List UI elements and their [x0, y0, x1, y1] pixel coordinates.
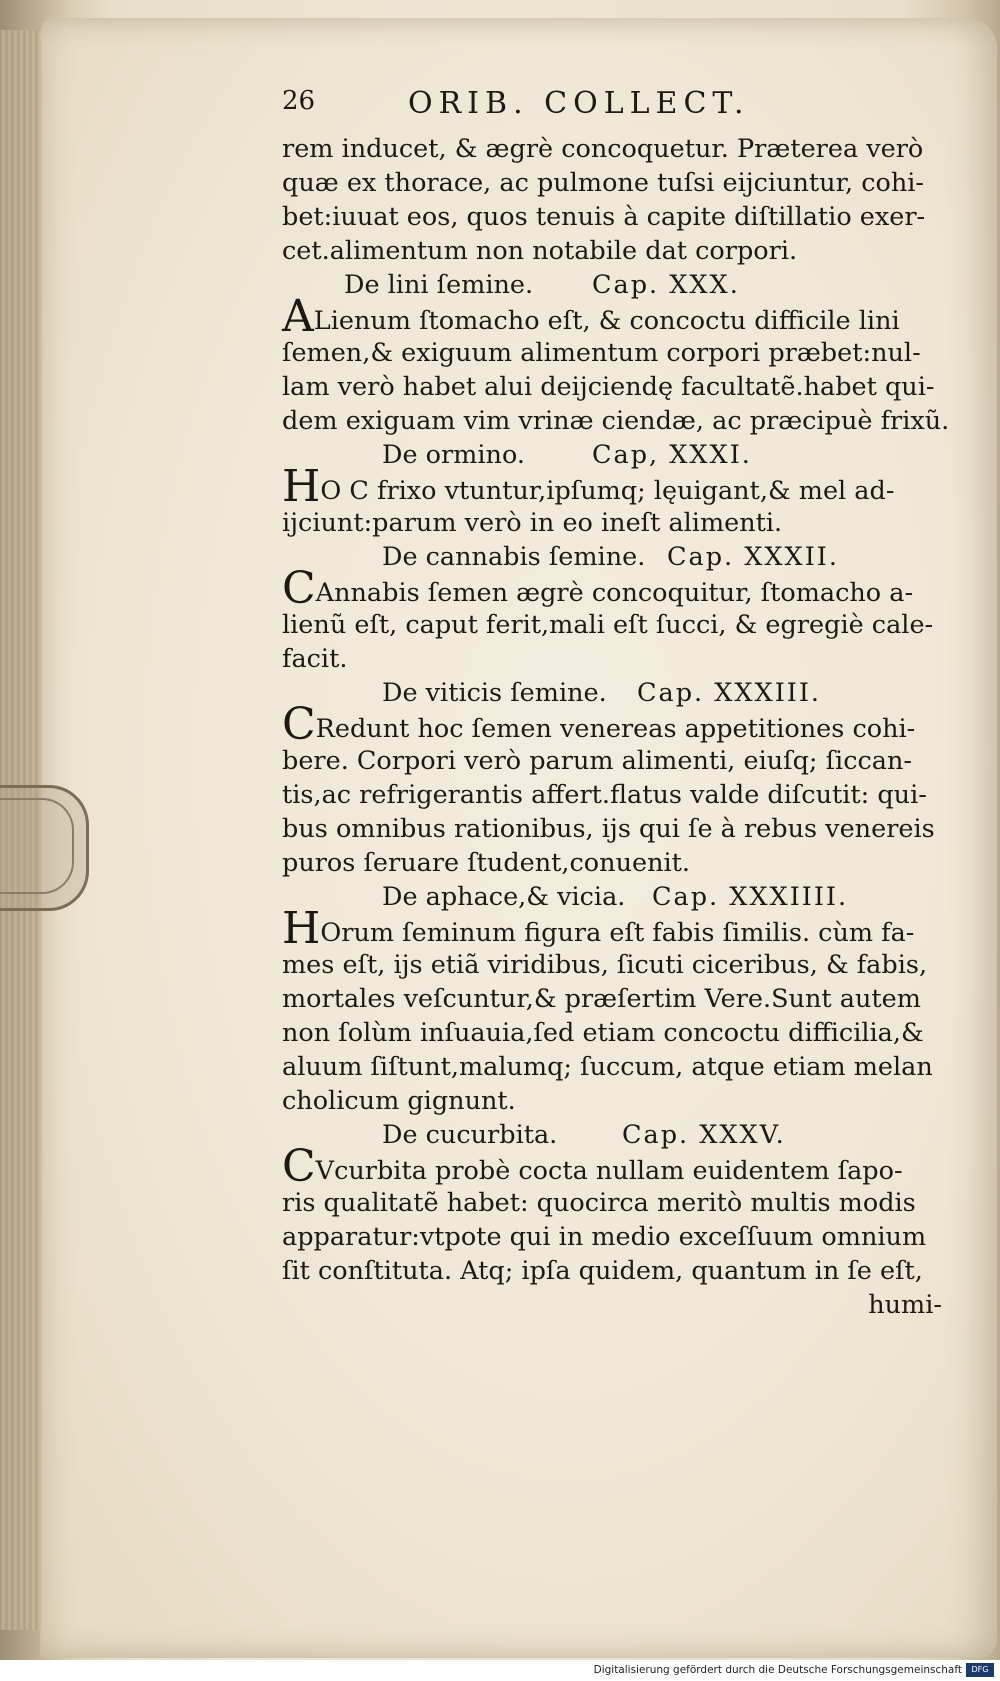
- running-title: ORIB. COLLECT.: [408, 86, 750, 121]
- chapter-title: De lini ſemine.: [344, 270, 534, 300]
- text-line-rest: Orum ſeminum figura eſt fabis ſimilis. cùm fa-: [320, 918, 915, 948]
- text-line: [282, 563, 962, 614]
- chapter-number: Cap. XXXIIII.: [652, 882, 849, 912]
- text-line: bet:iuuat eos, quos tenuis à capite diſtillatio exer-: [282, 202, 926, 232]
- text-line-rest: Redunt hoc ſemen venereas appetitiones cohi-: [315, 714, 916, 744]
- text-line: [282, 903, 962, 954]
- text-line-rest: Annabis ſemen ægrè concoquitur, ſtomacho a-: [315, 578, 914, 608]
- text-line: [282, 1141, 962, 1192]
- chapter-heading: [282, 1118, 962, 1152]
- chapter-heading: [282, 268, 962, 302]
- chapter-number: Cap. XXXII.: [667, 542, 839, 572]
- opening-paragraph: [282, 132, 962, 268]
- text-line: lam verò habet alui deijciendę facultatẽ.habet qui-: [282, 372, 935, 402]
- text-line: [282, 461, 962, 512]
- text-line: ijciunt:parum verò in eo ineſt alimenti.: [282, 508, 783, 538]
- page-header: [282, 86, 962, 132]
- chapter-title: De aphace,& vicia.: [382, 882, 626, 912]
- text-line: bere. Corpori verò parum alimenti, eiuſq; ſiccan-: [282, 746, 913, 776]
- drop-initial: A: [282, 291, 314, 342]
- chapter-title: De cucurbita.: [382, 1120, 558, 1150]
- chapter-number: Cap. XXXV.: [622, 1120, 786, 1150]
- drop-initial: C: [282, 699, 316, 750]
- text-line: tis,ac refrigerantis affert.flatus valde diſcutit: qui-: [282, 780, 927, 810]
- chapter-heading: [282, 438, 962, 472]
- text-line-rest: Vcurbita probè cocta nullam euidentem ſapo-: [315, 1156, 903, 1186]
- drop-initial: C: [282, 1141, 316, 1192]
- chapter-number: Cap, XXXI.: [592, 440, 752, 470]
- chapter-section: [282, 540, 962, 676]
- drop-initial: H: [282, 903, 321, 954]
- chapter-title: De ormino.: [382, 440, 525, 470]
- text-line: rem inducet, & ægrè concoquetur. Præterea verò: [282, 134, 924, 164]
- drop-initial: H: [282, 461, 321, 512]
- chapter-heading: [282, 676, 962, 710]
- text-line: bus omnibus rationibus, ijs qui ſe à rebus venereis: [282, 814, 935, 844]
- text-line: mes eſt, ijs etiã viridibus, ſicuti ciceribus, & fabis,: [282, 950, 928, 980]
- chapter-number: Cap. XXXIII.: [637, 678, 822, 708]
- chapter-heading: [282, 880, 962, 914]
- dfg-logo-icon: DFG: [966, 1663, 994, 1677]
- page-number: 26: [282, 86, 316, 116]
- chapter-section: [282, 676, 962, 880]
- text-line: ris qualitatẽ habet: quocirca meritò multis modis: [282, 1188, 916, 1218]
- chapter-number: Cap. XXX.: [592, 270, 740, 300]
- chapter-title: De cannabis ſemine.: [382, 542, 646, 572]
- text-line: puros ſeruare ſtudent,conuenit.: [282, 848, 691, 878]
- catchword: humi-: [868, 1290, 942, 1320]
- text-line: ſemen,& exiguum alimentum corpori præbet:nul-: [282, 338, 921, 368]
- chapter-title: De viticis ſemine.: [382, 678, 607, 708]
- text-line: cholicum gignunt.: [282, 1086, 516, 1116]
- text-line: dem exiguam vim vrinæ ciendæ, ac præcipuè frixũ.: [282, 406, 950, 436]
- chapter-section: [282, 438, 962, 540]
- text-line: lienũ eſt, caput ferit,mali eſt ſucci, & egregiè cale-: [282, 610, 934, 640]
- text-line: apparatur:vtpote qui in medio exceſſuum omnium: [282, 1222, 927, 1252]
- text-line: ſit conſtituta. Atq; ipſa quidem, quantum in ſe eſt,: [282, 1256, 923, 1286]
- text-line: non ſolùm inſuauia,ſed etiam concoctu difficilia,&: [282, 1018, 924, 1048]
- text-line: quæ ex thorace, ac pulmone tuſsi eijciuntur, cohi-: [282, 168, 925, 198]
- text-line: [282, 699, 962, 750]
- text-line-rest: Lienum ſtomacho eſt, & concoctu difficile lini: [313, 306, 900, 336]
- text-line: aluum ſiſtunt,malumq; ſuccum, atque etiam melan: [282, 1052, 933, 1082]
- chapter-section: [282, 880, 962, 1118]
- page-text: [282, 86, 962, 1322]
- text-line: cet.alimentum non notabile dat corpori.: [282, 236, 798, 266]
- drop-initial: C: [282, 563, 316, 614]
- clasp-strap-inner: [0, 798, 74, 894]
- text-line: facit.: [282, 644, 348, 674]
- text-line-rest: O C frixo vtuntur,ipſumq; lęuigant,& mel ad-: [320, 476, 895, 506]
- chapter-section: [282, 268, 962, 438]
- text-line: mortales veſcuntur,& præſertim Vere.Sunt autem: [282, 984, 921, 1014]
- footer-credit: Digitalisierung gefördert durch die Deutsche Forschungsgemeinschaft: [593, 1664, 962, 1676]
- text-line: [282, 291, 962, 342]
- chapter-heading: [282, 540, 962, 574]
- chapter-section: [282, 1118, 962, 1288]
